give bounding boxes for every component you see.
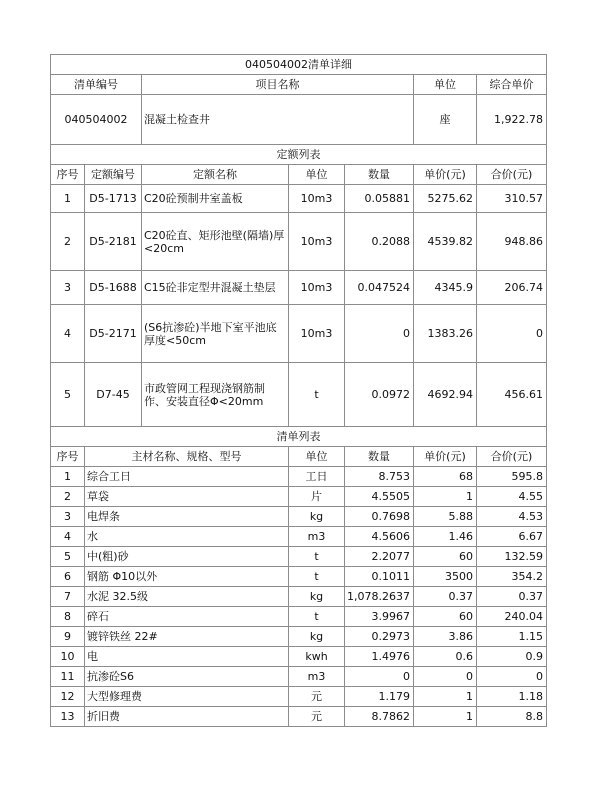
material-qty: 0 (345, 667, 414, 687)
material-qty: 3.9967 (345, 607, 414, 627)
material-row (51, 707, 547, 727)
materials-col-unit: 单位 (289, 447, 345, 467)
quota-section-title: 定额列表 (51, 145, 547, 165)
table-body (51, 55, 547, 727)
material-no: 11 (51, 667, 85, 687)
quota-unit: 10m3 (289, 305, 345, 363)
quota-col-no: 序号 (51, 165, 85, 185)
material-total: 8.8 (476, 707, 546, 727)
material-unit: kg (289, 507, 345, 527)
material-total: 4.53 (476, 507, 546, 527)
material-price: 1 (413, 687, 476, 707)
material-price: 60 (413, 607, 476, 627)
material-unit: 元 (289, 707, 345, 727)
col-unit: 单位 (413, 75, 476, 95)
material-name: 电 (85, 647, 289, 667)
material-total: 0 (476, 667, 546, 687)
quota-price: 1383.26 (413, 305, 476, 363)
quota-total: 948.86 (476, 213, 546, 271)
material-name: 水泥 32.5级 (85, 587, 289, 607)
material-name: 碎石 (85, 607, 289, 627)
material-qty: 8.753 (345, 467, 414, 487)
materials-col-name: 主材名称、规格、型号 (85, 447, 289, 467)
quota-qty: 0.2088 (345, 213, 414, 271)
material-unit: t (289, 607, 345, 627)
material-name: 折旧费 (85, 707, 289, 727)
quota-name: (S6抗渗砼)半地下室平池底厚度<50cm (142, 305, 289, 363)
materials-col-no: 序号 (51, 447, 85, 467)
material-no: 12 (51, 687, 85, 707)
material-no: 1 (51, 467, 85, 487)
material-name: 镀锌铁丝 22# (85, 627, 289, 647)
material-unit: 元 (289, 687, 345, 707)
material-row (51, 627, 547, 647)
quota-col-unit: 单位 (289, 165, 345, 185)
quota-price: 4539.82 (413, 213, 476, 271)
quota-price: 4345.9 (413, 271, 476, 305)
quota-qty: 0.0972 (345, 363, 414, 427)
material-qty: 4.5606 (345, 527, 414, 547)
bill-detail-table (50, 54, 547, 727)
material-total: 354.2 (476, 567, 546, 587)
material-price: 1 (413, 487, 476, 507)
material-name: 水 (85, 527, 289, 547)
material-no: 9 (51, 627, 85, 647)
material-row (51, 567, 547, 587)
material-total: 4.55 (476, 487, 546, 507)
material-total: 0.37 (476, 587, 546, 607)
material-row (51, 647, 547, 667)
quota-no: 4 (51, 305, 85, 363)
material-no: 8 (51, 607, 85, 627)
material-row (51, 487, 547, 507)
quota-col-qty: 数量 (345, 165, 414, 185)
material-qty: 0.2973 (345, 627, 414, 647)
quota-row (51, 305, 547, 363)
material-name: 中(粗)砂 (85, 547, 289, 567)
quota-unit: t (289, 363, 345, 427)
quota-qty: 0 (345, 305, 414, 363)
material-unit: 工日 (289, 467, 345, 487)
header-value-row (51, 95, 547, 145)
material-total: 0.9 (476, 647, 546, 667)
material-qty: 1,078.2637 (345, 587, 414, 607)
material-row (51, 667, 547, 687)
quota-col-name: 定额名称 (142, 165, 289, 185)
material-name: 草袋 (85, 487, 289, 507)
material-name: 大型修理费 (85, 687, 289, 707)
quota-unit: 10m3 (289, 271, 345, 305)
material-row (51, 687, 547, 707)
material-no: 2 (51, 487, 85, 507)
material-price: 3.86 (413, 627, 476, 647)
material-unit: m3 (289, 667, 345, 687)
document-title: 040504002清单详细 (51, 55, 547, 75)
material-price: 0.6 (413, 647, 476, 667)
material-unit: kwh (289, 647, 345, 667)
material-price: 0.37 (413, 587, 476, 607)
quota-name: C15砼非定型井混凝土垫层 (142, 271, 289, 305)
material-unit: 片 (289, 487, 345, 507)
quota-code: D5-2171 (85, 305, 142, 363)
quota-no: 1 (51, 185, 85, 213)
material-row (51, 607, 547, 627)
material-total: 240.04 (476, 607, 546, 627)
material-qty: 2.2077 (345, 547, 414, 567)
item-unit: 座 (413, 95, 476, 145)
quota-header-row (51, 165, 547, 185)
quota-qty: 0.05881 (345, 185, 414, 213)
col-unit-price: 综合单价 (476, 75, 546, 95)
material-row (51, 527, 547, 547)
material-name: 抗渗砼S6 (85, 667, 289, 687)
material-qty: 4.5505 (345, 487, 414, 507)
quota-no: 2 (51, 213, 85, 271)
materials-col-total: 合价(元) (476, 447, 546, 467)
material-row (51, 507, 547, 527)
quota-name: 市政管网工程现浇钢筋制作、安装直径Φ<20mm (142, 363, 289, 427)
material-total: 132.59 (476, 547, 546, 567)
quota-total: 206.74 (476, 271, 546, 305)
material-no: 5 (51, 547, 85, 567)
quota-total: 0 (476, 305, 546, 363)
quota-unit: 10m3 (289, 185, 345, 213)
material-name: 钢筋 Φ10以外 (85, 567, 289, 587)
material-qty: 1.179 (345, 687, 414, 707)
material-unit: t (289, 547, 345, 567)
header-column-row (51, 75, 547, 95)
material-price: 5.88 (413, 507, 476, 527)
material-qty: 0.1011 (345, 567, 414, 587)
material-total: 1.15 (476, 627, 546, 647)
material-name: 电焊条 (85, 507, 289, 527)
material-price: 1.46 (413, 527, 476, 547)
material-unit: kg (289, 627, 345, 647)
quota-name: C20砼直、矩形池壁(隔墙)厚<20cm (142, 213, 289, 271)
material-unit: kg (289, 587, 345, 607)
quota-name: C20砼预制井室盖板 (142, 185, 289, 213)
quota-row (51, 363, 547, 427)
quota-price: 5275.62 (413, 185, 476, 213)
quota-price: 4692.94 (413, 363, 476, 427)
quota-total: 456.61 (476, 363, 546, 427)
material-unit: t (289, 567, 345, 587)
bill-code: 040504002 (51, 95, 142, 145)
quota-no: 3 (51, 271, 85, 305)
quota-unit: 10m3 (289, 213, 345, 271)
material-unit: m3 (289, 527, 345, 547)
quota-code: D5-1688 (85, 271, 142, 305)
materials-section-title: 清单列表 (51, 427, 547, 447)
item-name: 混凝土检查井 (142, 95, 414, 145)
quota-qty: 0.047524 (345, 271, 414, 305)
material-no: 10 (51, 647, 85, 667)
material-price: 68 (413, 467, 476, 487)
quota-row (51, 185, 547, 213)
material-price: 1 (413, 707, 476, 727)
quota-col-code: 定额编号 (85, 165, 142, 185)
item-price: 1,922.78 (476, 95, 546, 145)
materials-col-price: 单价(元) (413, 447, 476, 467)
material-qty: 8.7862 (345, 707, 414, 727)
material-qty: 1.4976 (345, 647, 414, 667)
material-row (51, 547, 547, 567)
quota-code: D5-1713 (85, 185, 142, 213)
material-qty: 0.7698 (345, 507, 414, 527)
material-no: 4 (51, 527, 85, 547)
quota-row (51, 213, 547, 271)
material-total: 1.18 (476, 687, 546, 707)
material-name: 综合工日 (85, 467, 289, 487)
material-price: 0 (413, 667, 476, 687)
quota-code: D5-2181 (85, 213, 142, 271)
material-total: 595.8 (476, 467, 546, 487)
material-price: 60 (413, 547, 476, 567)
quota-row (51, 271, 547, 305)
col-bill-code: 清单编号 (51, 75, 142, 95)
material-total: 6.67 (476, 527, 546, 547)
materials-col-qty: 数量 (345, 447, 414, 467)
material-no: 13 (51, 707, 85, 727)
material-row (51, 467, 547, 487)
quota-code: D7-45 (85, 363, 142, 427)
quota-col-total: 合价(元) (476, 165, 546, 185)
quota-col-price: 单价(元) (413, 165, 476, 185)
quota-total: 310.57 (476, 185, 546, 213)
material-row (51, 587, 547, 607)
material-no: 7 (51, 587, 85, 607)
materials-header-row (51, 447, 547, 467)
material-no: 3 (51, 507, 85, 527)
material-price: 3500 (413, 567, 476, 587)
col-item-name: 项目名称 (142, 75, 414, 95)
quota-no: 5 (51, 363, 85, 427)
material-no: 6 (51, 567, 85, 587)
